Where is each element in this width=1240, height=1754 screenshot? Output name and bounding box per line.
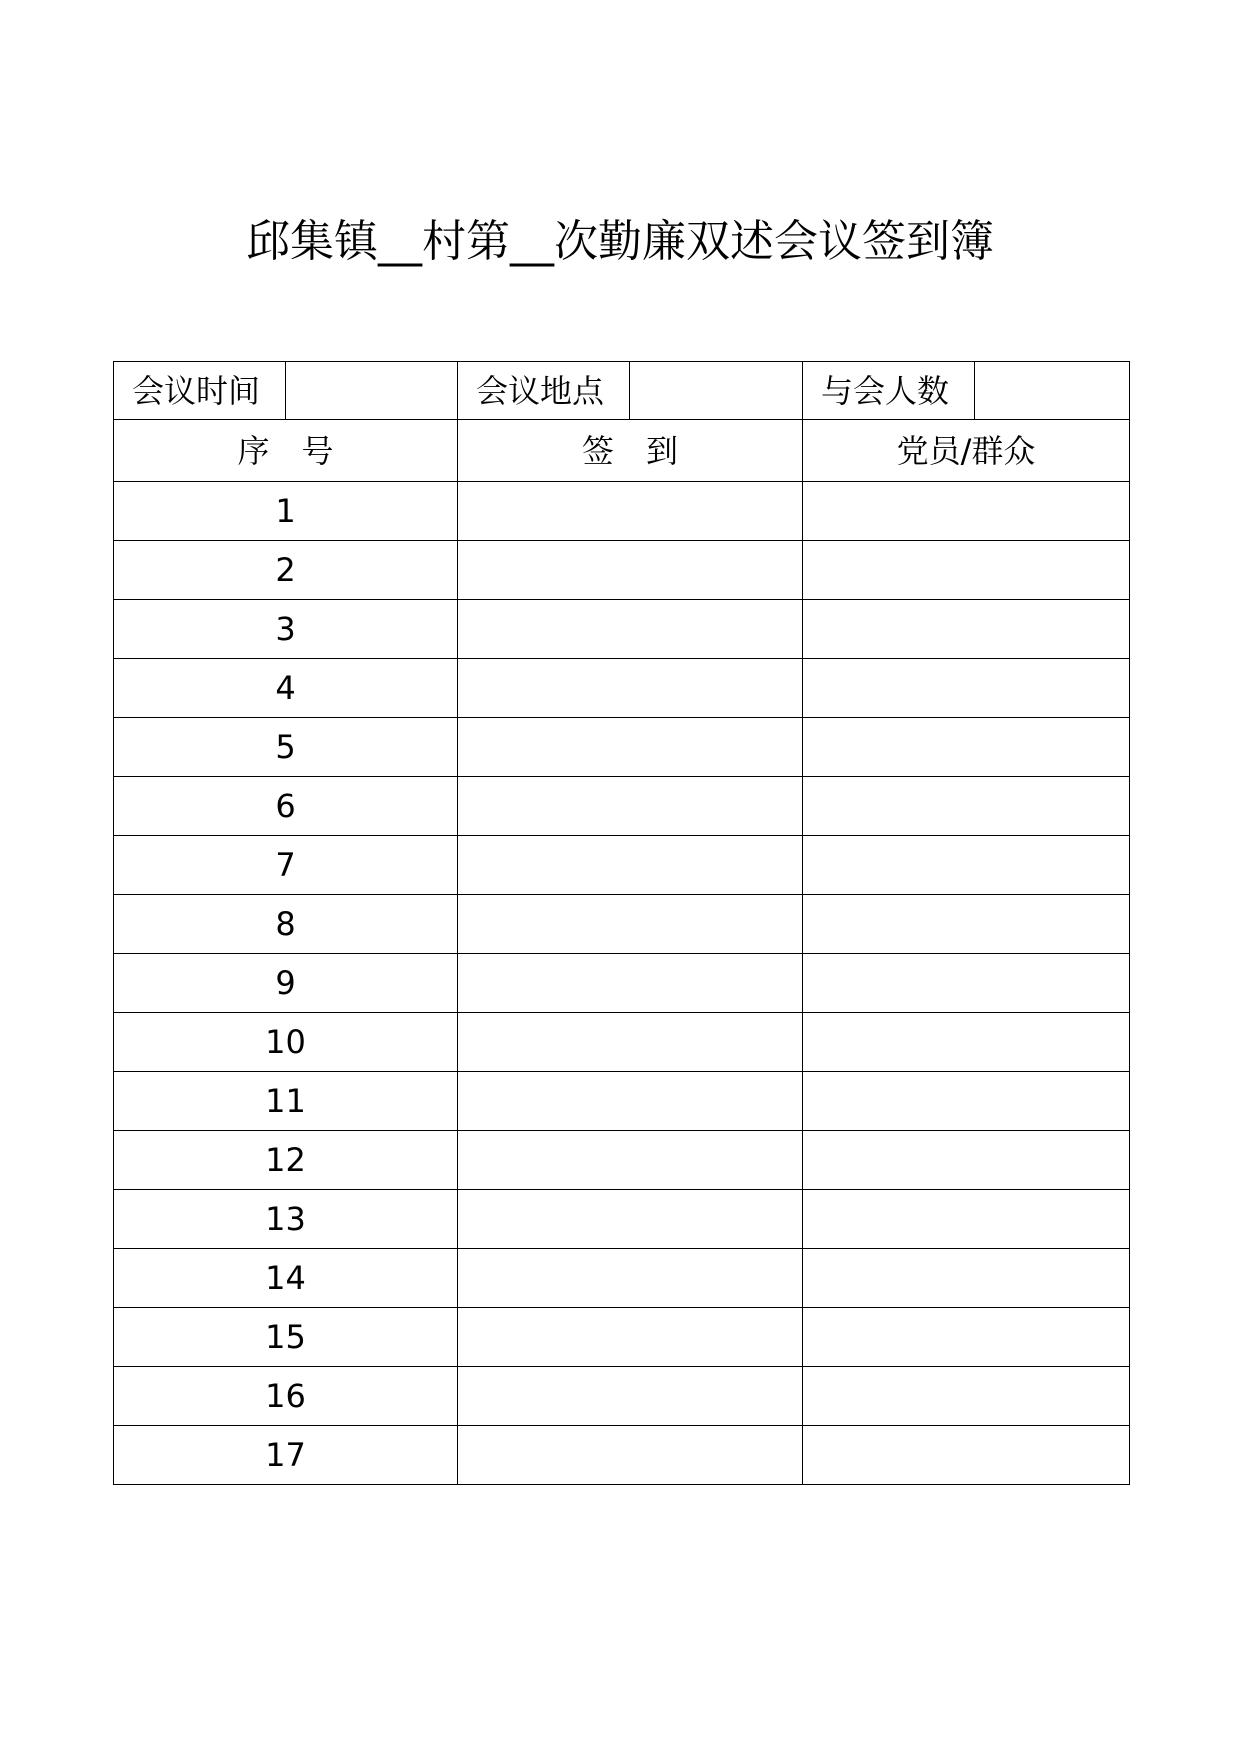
table-row xyxy=(114,1249,1130,1308)
table-row xyxy=(114,954,1130,1013)
signature-cell[interactable] xyxy=(458,895,803,954)
member-type-cell[interactable] xyxy=(803,1072,1130,1131)
row-number: 13 xyxy=(114,1190,458,1249)
table-row xyxy=(114,1013,1130,1072)
attendee-count-label: 与会人数 xyxy=(803,362,975,420)
table-row xyxy=(114,482,1130,541)
row-number: 7 xyxy=(114,836,458,895)
row-number: 9 xyxy=(114,954,458,1013)
signature-cell[interactable] xyxy=(458,600,803,659)
signature-cell[interactable] xyxy=(458,482,803,541)
member-type-cell[interactable] xyxy=(803,1367,1130,1426)
signature-cell[interactable] xyxy=(458,1131,803,1190)
member-type-cell[interactable] xyxy=(803,836,1130,895)
member-type-cell[interactable] xyxy=(803,659,1130,718)
table-row xyxy=(114,718,1130,777)
member-type-cell[interactable] xyxy=(803,1131,1130,1190)
member-type-cell[interactable] xyxy=(803,1190,1130,1249)
row-number: 12 xyxy=(114,1131,458,1190)
table-row xyxy=(114,1308,1130,1367)
table-row xyxy=(114,777,1130,836)
signature-cell[interactable] xyxy=(458,1367,803,1426)
table-header-row xyxy=(114,420,1130,482)
signature-cell[interactable] xyxy=(458,1249,803,1308)
table-row xyxy=(114,1426,1130,1485)
member-type-cell[interactable] xyxy=(803,541,1130,600)
table-row xyxy=(114,1367,1130,1426)
sign-in-table xyxy=(113,361,1130,1485)
member-type-cell[interactable] xyxy=(803,1426,1130,1485)
signature-cell[interactable] xyxy=(458,777,803,836)
member-type-cell[interactable] xyxy=(803,1013,1130,1072)
row-number: 5 xyxy=(114,718,458,777)
table-row xyxy=(114,1190,1130,1249)
header-seq: 序 号 xyxy=(114,420,458,482)
header-sign: 签 到 xyxy=(458,420,803,482)
table-row xyxy=(114,541,1130,600)
member-type-cell[interactable] xyxy=(803,1249,1130,1308)
row-number: 6 xyxy=(114,777,458,836)
signature-cell[interactable] xyxy=(458,1308,803,1367)
table-row xyxy=(114,895,1130,954)
table-row xyxy=(114,659,1130,718)
row-number: 15 xyxy=(114,1308,458,1367)
member-type-cell[interactable] xyxy=(803,718,1130,777)
table-row xyxy=(114,1131,1130,1190)
attendee-count-field[interactable] xyxy=(975,362,1130,420)
signature-cell[interactable] xyxy=(458,541,803,600)
table-row xyxy=(114,836,1130,895)
table-row xyxy=(114,1072,1130,1131)
signature-cell[interactable] xyxy=(458,1013,803,1072)
meeting-info-row xyxy=(114,362,1130,420)
signature-cell[interactable] xyxy=(458,836,803,895)
signature-cell[interactable] xyxy=(458,659,803,718)
member-type-cell[interactable] xyxy=(803,482,1130,541)
member-type-cell[interactable] xyxy=(803,954,1130,1013)
meeting-place-label: 会议地点 xyxy=(458,362,630,420)
meeting-place-field[interactable] xyxy=(630,362,803,420)
signature-cell[interactable] xyxy=(458,1426,803,1485)
member-type-cell[interactable] xyxy=(803,895,1130,954)
row-number: 17 xyxy=(114,1426,458,1485)
table-row xyxy=(114,600,1130,659)
header-member-type: 党员/群众 xyxy=(803,420,1130,482)
row-number: 2 xyxy=(114,541,458,600)
signature-cell[interactable] xyxy=(458,718,803,777)
document-title: 邱集镇__村第__次勤廉双述会议签到簿 xyxy=(246,216,994,267)
member-type-cell[interactable] xyxy=(803,777,1130,836)
member-type-cell[interactable] xyxy=(803,600,1130,659)
signature-cell[interactable] xyxy=(458,1190,803,1249)
row-number: 1 xyxy=(114,482,458,541)
meeting-time-label: 会议时间 xyxy=(114,362,286,420)
signature-cell[interactable] xyxy=(458,954,803,1013)
signature-cell[interactable] xyxy=(458,1072,803,1131)
row-number: 8 xyxy=(114,895,458,954)
row-number: 3 xyxy=(114,600,458,659)
row-number: 10 xyxy=(114,1013,458,1072)
row-number: 16 xyxy=(114,1367,458,1426)
row-number: 4 xyxy=(114,659,458,718)
row-number: 14 xyxy=(114,1249,458,1308)
row-number: 11 xyxy=(114,1072,458,1131)
meeting-time-field[interactable] xyxy=(286,362,458,420)
member-type-cell[interactable] xyxy=(803,1308,1130,1367)
